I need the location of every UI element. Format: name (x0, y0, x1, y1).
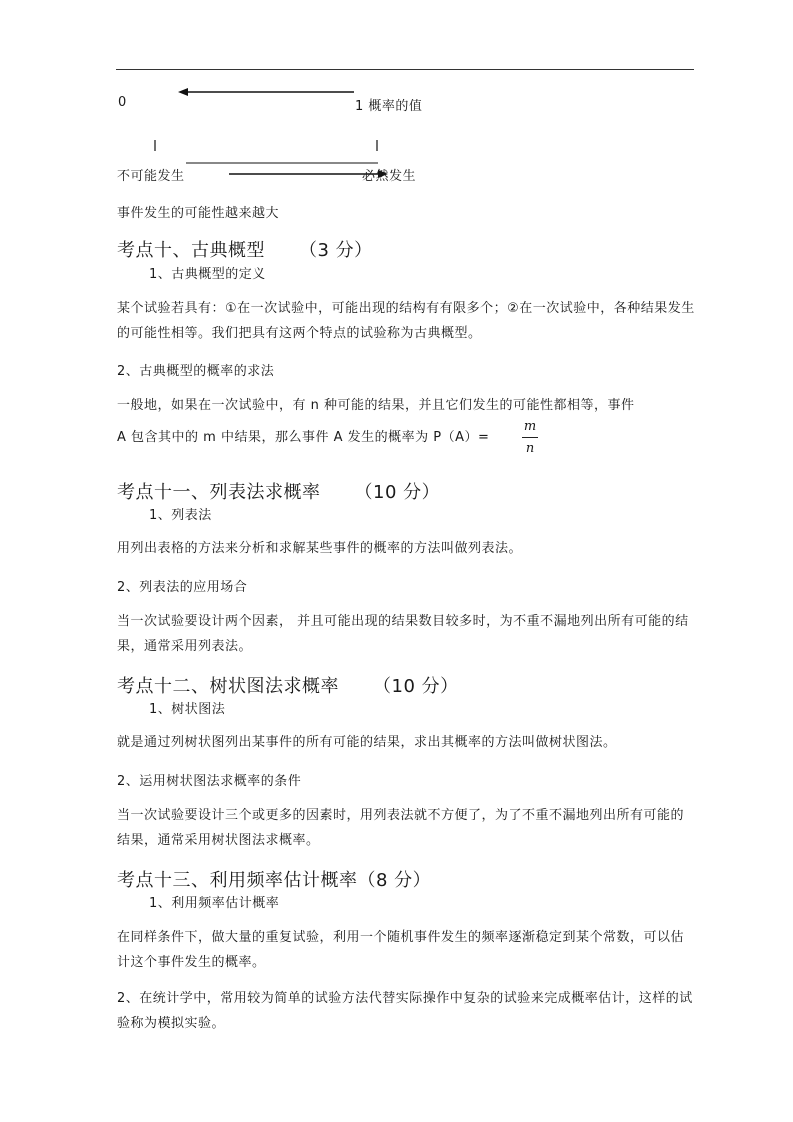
section-12-points: （10 分） (373, 676, 459, 697)
section-13-p2: 2、在统计学中，常用较为简单的试验方法代替实际操作中复杂的试验来完成概率估计，这样的试验称为模拟实验。 (117, 991, 693, 1031)
section-10-points: （3 分） (299, 240, 373, 261)
top-arrow-head (178, 88, 188, 96)
section-13-heading (117, 866, 431, 892)
section-12-p2: 当一次试验要设计三个或更多的因素时，用列表法就不方便了，为了不重不漏地列出所有可能的结果，通常采用树状图法求概率。 (117, 808, 685, 848)
section-12-sub2: 2、运用树状图法求概率的条件 (117, 774, 302, 789)
fraction-denominator: n (525, 441, 535, 456)
section-10-sub2: 2、古典概型的概率的求法 (117, 364, 275, 379)
section-13-title: 考点十三、利用频率估计概率 (117, 870, 358, 891)
section-11-p2: 当一次试验要设计两个因素， 并且可能出现的结果数目较多时，为不重不漏地列出所有可能的结果，通常采用列表法。 (117, 614, 689, 654)
section-13-points: （8 分） (357, 870, 432, 891)
fraction-numerator: m (523, 419, 537, 434)
fraction-bar (522, 437, 538, 438)
section-10-p2-line2: A 包含其中的 m 中结果，那么事件 A 发生的概率为 P（A）= (117, 430, 490, 445)
section-11-heading (117, 478, 440, 504)
section-11-p1: 用列出表格的方法来分析和求解某些事件的概率的方法叫做列表法。 (117, 541, 523, 556)
section-12-heading (117, 672, 459, 698)
section-10-sub1: 1、古典概型的定义 (149, 267, 266, 282)
section-11-title: 考点十一、列表法求概率 (117, 482, 321, 503)
section-10-p2-line1: 一般地，如果在一次试验中，有 n 种可能的结果，并且它们发生的可能性都相等，事件 (117, 398, 635, 413)
section-11-points: （10 分） (354, 482, 441, 503)
section-12-sub1: 1、树状图法 (149, 702, 226, 717)
scale-zero-label: 0 (118, 95, 127, 110)
section-13-sub1: 1、利用频率估计概率 (149, 896, 280, 911)
section-10-p1: 某个试验若具有：①在一次试验中，可能出现的结构有有限多个；②在一次试验中，各种结果发生的可能性相等。我们把具有这两个特点的试验称为古典概型。 (117, 301, 695, 341)
section-12-p1: 就是通过列树状图列出某事件的所有可能的结果，求出其概率的方法叫做树状图法。 (117, 735, 617, 750)
certain-label: 必然发生 (362, 169, 417, 184)
section-11-sub2: 2、列表法的应用场合 (117, 580, 248, 595)
section-11-sub1: 1、列表法 (149, 508, 212, 523)
section-10-title: 考点十、古典概型 (117, 240, 265, 261)
impossible-label: 不可能发生 (117, 169, 185, 184)
scale-one-label: 1 概率的值 (355, 99, 423, 114)
section-13-p1: 在同样条件下，做大量的重复试验，利用一个随机事件发生的频率逐渐稳定到某个常数，可以估计这个事件发生的概率。 (117, 930, 685, 970)
scale-caption: 事件发生的可能性越来越大 (117, 206, 280, 221)
section-12-title: 考点十二、树状图法求概率 (117, 676, 339, 697)
section-10-heading (117, 236, 373, 262)
